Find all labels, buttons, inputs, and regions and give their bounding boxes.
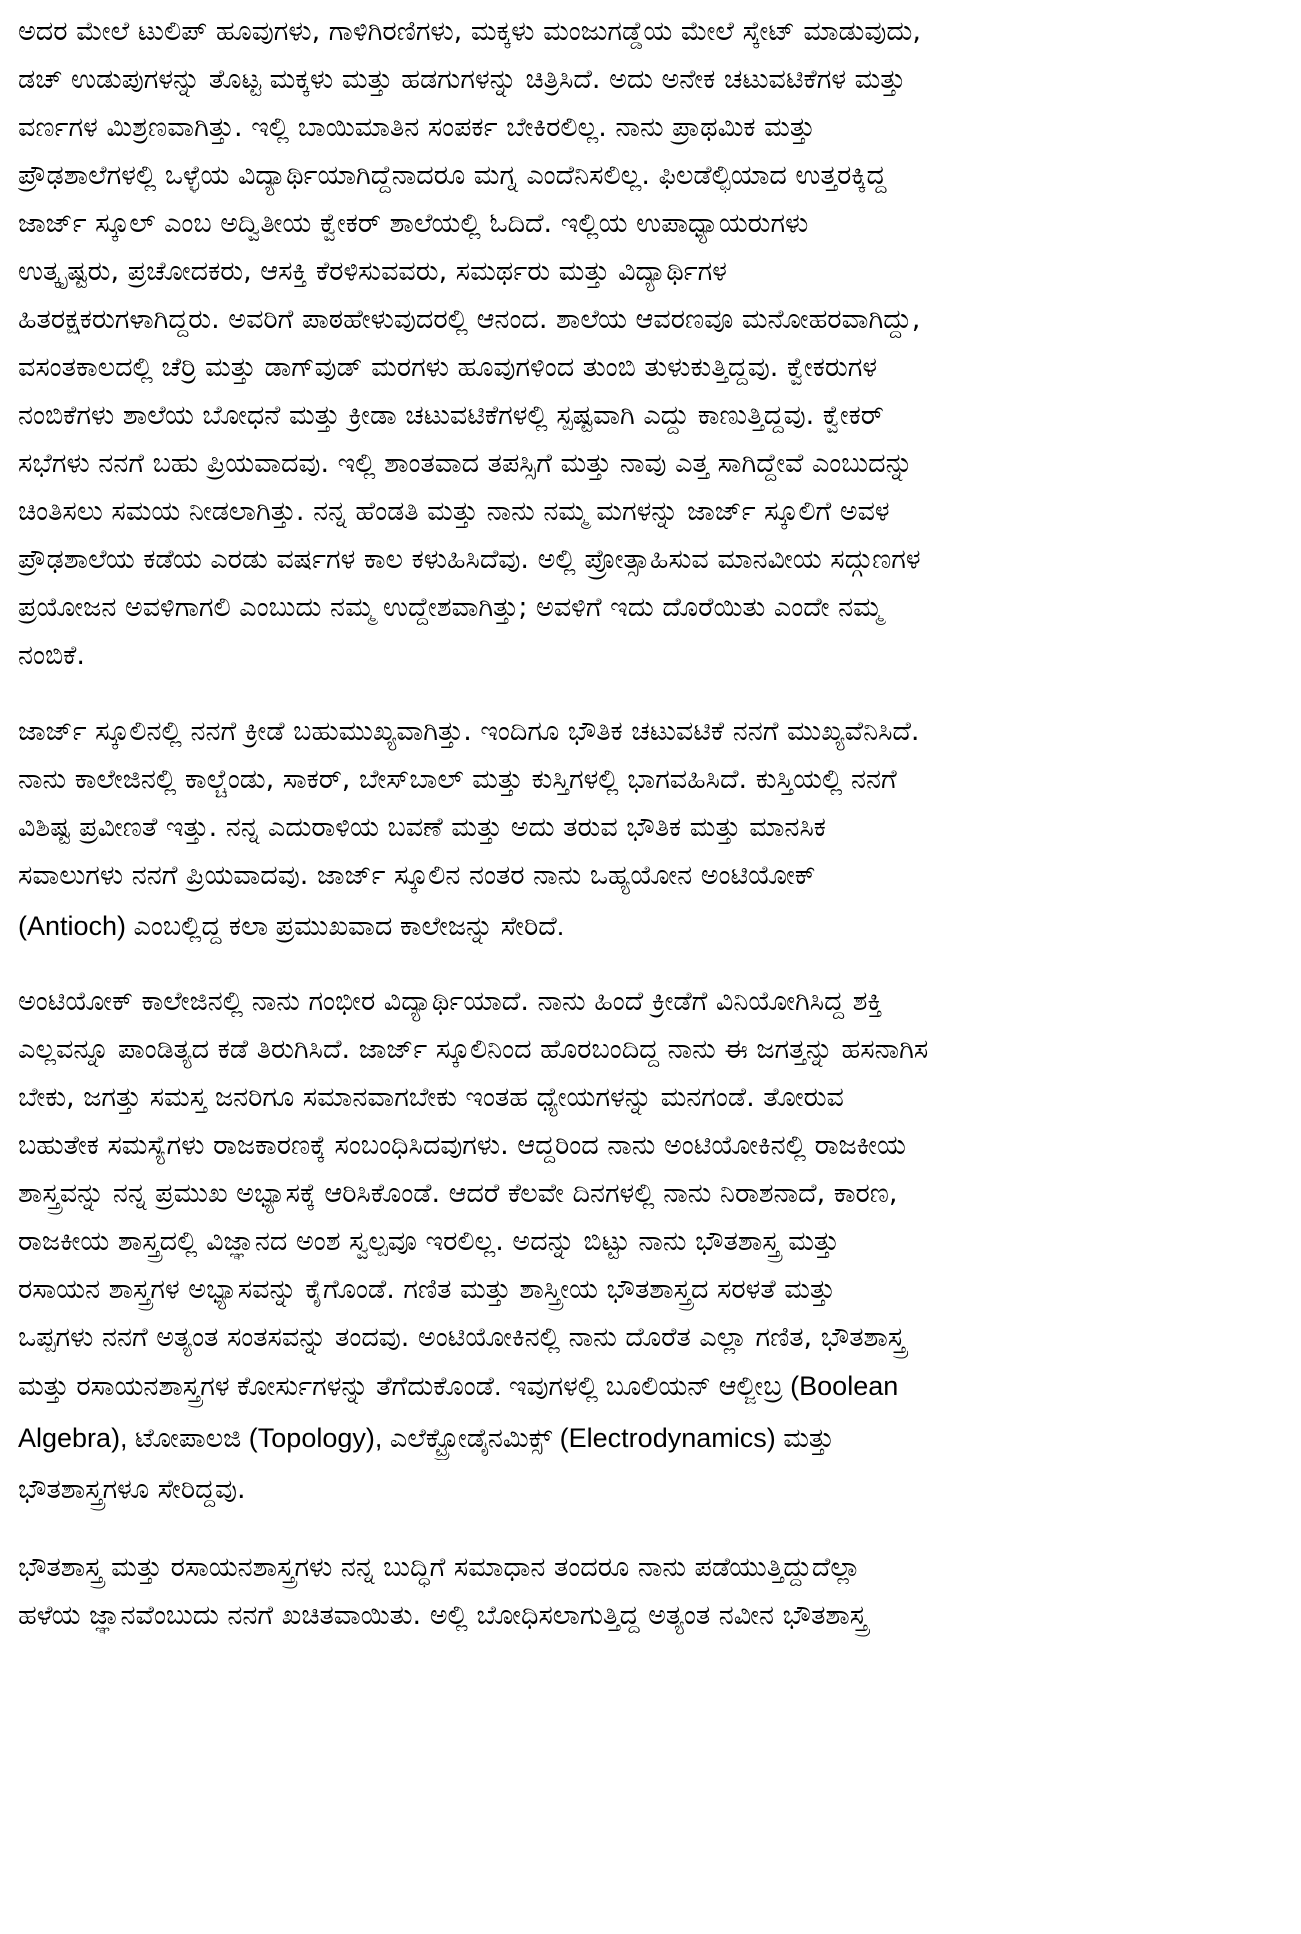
text-line: ರಸಾಯನ ಶಾಸ್ತ್ರಗಳ ಅಭ್ಯಾಸವನ್ನು ಕೈಗೊಂಡೆ. ಗಣಿತ ಮತ್ತು ಶಾಸ್ತ್ರೀಯ ಭೌತಶಾಸ್ತ್ರದ ಸರಳತೆ ಮತ್ತು (18, 1274, 836, 1305)
text-line: ಜಾರ್ಜ್ ಸ್ಕೂಲಿನಲ್ಲಿ ನನಗೆ ಕ್ರೀಡೆ ಬಹುಮುಖ್ಯವಾಗಿತ್ತು. ಇಂದಿಗೂ ಭೌತಿಕ ಚಟುವಟಿಕೆ ನನಗೆ ಮುಖ್ಯವೆನಿಸಿದೆ. (18, 716, 920, 747)
text-line: ಅದರ ಮೇಲೆ ಟುಲಿಪ್ ಹೂವುಗಳು, ಗಾಳಿಗಿರಣಿಗಳು, ಮಕ್ಕಳು ಮಂಜುಗಡ್ಡೆಯ ಮೇಲೆ ಸ್ಕೇಟ್ ಮಾಡುವುದು, (18, 16, 921, 47)
text-line: ಬಹುತೇಕ ಸಮಸ್ಯೆಗಳು ರಾಜಕಾರಣಕ್ಕೆ ಸಂಬಂಧಿಸಿದವುಗಳು. ಆದ್ದರಿಂದ ನಾನು ಅಂಟಿಯೋಕಿನಲ್ಲಿ ರಾಜಕೀಯ (18, 1130, 906, 1161)
text-line: ಪ್ರಯೋಜನ ಅವಳಿಗಾಗಲಿ ಎಂಬುದು ನಮ್ಮ ಉದ್ದೇಶವಾಗಿತ್ತು; ಅವಳಿಗೆ ಇದು ದೊರೆಯಿತು ಎಂದೇ ನಮ್ಮ (18, 592, 883, 623)
text-line: ಭೌತಶಾಸ್ತ್ರ ಮತ್ತು ರಸಾಯನಶಾಸ್ತ್ರಗಳು ನನ್ನ ಬುದ್ಧಿಗೆ ಸಮಾಧಾನ ತಂದರೂ ನಾನು ಪಡೆಯುತ್ತಿದ್ದುದೆಲ್ಲಾ (18, 1552, 861, 1583)
text-line: ನಂಬಿಕೆ. (18, 640, 85, 671)
text-line: ಒಪ್ಪಗಳು ನನಗೆ ಅತ್ಯಂತ ಸಂತಸವನ್ನು ತಂದವು. ಅಂಟಿಯೋಕಿನಲ್ಲಿ ನಾನು ದೊರೆತ ಎಲ್ಲಾ ಗಣಿತ, ಭೌತಶಾಸ್ತ್ರ (18, 1322, 906, 1353)
text-line: ವರ್ಣಗಳ ಮಿಶ್ರಣವಾಗಿತ್ತು. ಇಲ್ಲಿ ಬಾಯಿಮಾತಿನ ಸಂಪರ್ಕ ಬೇಕಿರಲಿಲ್ಲ. ನಾನು ಪ್ರಾಥಮಿಕ ಮತ್ತು (18, 112, 816, 143)
text-line: ಪ್ರೌಢಶಾಲೆಗಳಲ್ಲಿ ಒಳ್ಳೆಯ ವಿದ್ಯಾರ್ಥಿಯಾಗಿದ್ದೆನಾದರೂ ಮಗ್ನ ಎಂದೆನಿಸಲಿಲ್ಲ. ಫಿಲಡೆಲ್ಫಿಯಾದ ಉತ್ತರಕ್ಕಿದ್ದ (18, 160, 887, 191)
text-line: ಬೇಕು, ಜಗತ್ತು ಸಮಸ್ತ ಜನರಿಗೂ ಸಮಾನವಾಗಬೇಕು ಇಂತಹ ಧ್ಯೇಯಗಳನ್ನು ಮನಗಂಡೆ. ತೋರುವ (18, 1082, 844, 1113)
text-line: ಸವಾಲುಗಳು ನನಗೆ ಪ್ರಿಯವಾದವು. ಜಾರ್ಜ್ ಸ್ಕೂಲಿನ ನಂತರ ನಾನು ಒಹ್ಯಯೋನ ಅಂಟಿಯೋಕ್ (18, 860, 816, 891)
text-line: ಪ್ರೌಢಶಾಲೆಯ ಕಡೆಯ ಎರಡು ವರ್ಷಗಳ ಕಾಲ ಕಳುಹಿಸಿದೆವು. ಅಲ್ಲಿ ಪ್ರೋತ್ಸಾಹಿಸುವ ಮಾನವೀಯ ಸದ್ಗುಣಗಳ (18, 544, 921, 575)
text-line: ವಿಶಿಷ್ಟ ಪ್ರವೀಣತೆ ಇತ್ತು. ನನ್ನ ಎದುರಾಳಿಯ ಬವಣೆ ಮತ್ತು ಅದು ತರುವ ಭೌತಿಕ ಮತ್ತು ಮಾನಸಿಕ (18, 812, 826, 843)
text-line: ಹಿತರಕ್ಷಕರುಗಳಾಗಿದ್ದರು. ಅವರಿಗೆ ಪಾಠಹೇಳುವುದರಲ್ಲಿ ಆನಂದ. ಶಾಲೆಯ ಆವರಣವೂ ಮನೋಹರವಾಗಿದ್ದು, (18, 304, 921, 335)
text-line: ನಂಬಿಕೆಗಳು ಶಾಲೆಯ ಬೋಧನೆ ಮತ್ತು ಕ್ರೀಡಾ ಚಟುವಟಿಕೆಗಳಲ್ಲಿ ಸ್ಪಷ್ಟವಾಗಿ ಎದ್ದು ಕಾಣುತ್ತಿದ್ದವು. ಕ್ವೇಕರ್ (18, 400, 884, 431)
text-line: ಹಳೆಯ ಜ್ಞಾನವೆಂಬುದು ನನಗೆ ಖಚಿತವಾಯಿತು. ಅಲ್ಲಿ ಬೋಧಿಸಲಾಗುತ್ತಿದ್ದ ಅತ್ಯಂತ ನವೀನ ಭೌತಶಾಸ್ತ್ರ (18, 1600, 868, 1631)
text-line: ವಸಂತಕಾಲದಲ್ಲಿ ಚೆರ್ರಿ ಮತ್ತು ಡಾಗ್‌ವುಡ್ ಮರಗಳು ಹೂವುಗಳಿಂದ ತುಂಬಿ ತುಳುಕುತ್ತಿದ್ದವು. ಕ್ವೇಕರುಗಳ (18, 352, 878, 383)
text-line: (Antioch) ಎಂಬಲ್ಲಿದ್ದ ಕಲಾ ಪ್ರಮುಖವಾದ ಕಾಲೇಜನ್ನು ಸೇರಿದೆ. (18, 911, 565, 941)
text-line: ಜಾರ್ಜ್ ಸ್ಕೂಲ್ ಎಂಬ ಅದ್ವಿತೀಯ ಕ್ವೇಕರ್ ಶಾಲೆಯಲ್ಲಿ ಓದಿದೆ. ಇಲ್ಲಿಯ ಉಪಾಧ್ಯಾಯರುಗಳು (18, 208, 809, 239)
text-line: ಡಚ್ ಉಡುಪುಗಳನ್ನು ತೊಟ್ಟ ಮಕ್ಕಳು ಮತ್ತು ಹಡಗುಗಳನ್ನು ಚಿತ್ರಿಸಿದೆ. ಅದು ಅನೇಕ ಚಟುವಟಿಕೆಗಳ ಮತ್ತು (18, 64, 906, 95)
text-line: ಉತ್ಕೃಷ್ಟರು, ಪ್ರಚೋದಕರು, ಆಸಕ್ತಿ ಕೆರಳಿಸುವವರು, ಸಮರ್ಥರು ಮತ್ತು ವಿದ್ಯಾರ್ಥಿಗಳ (18, 256, 727, 287)
text-line: ಭೌತಶಾಸ್ತ್ರಗಳೂ ಸೇರಿದ್ದವು. (18, 1474, 246, 1505)
text-line: ನಾನು ಕಾಲೇಜಿನಲ್ಲಿ ಕಾಲ್ಚೆಂಡು, ಸಾಕರ್, ಬೇಸ್‌ಬಾಲ್ ಮತ್ತು ಕುಸ್ತಿಗಳಲ್ಲಿ ಭಾಗವಹಿಸಿದೆ. ಕುಸ್ತಿಯಲ್ಲಿ ನನಗೆ (18, 764, 897, 795)
text-line: ಎಲ್ಲವನ್ನೂ ಪಾಂಡಿತ್ಯದ ಕಡೆ ತಿರುಗಿಸಿದೆ. ಜಾರ್ಜ್ ಸ್ಕೂಲಿನಿಂದ ಹೊರಬಂದಿದ್ದ ನಾನು ಈ ಜಗತ್ತನ್ನು ಹಸನಾಗಿಸ (18, 1034, 929, 1065)
text-line: ಮತ್ತು ರಸಾಯನಶಾಸ್ತ್ರಗಳ ಕೋರ್ಸುಗಳನ್ನು ತೆಗೆದುಕೊಂಡೆ. ಇವುಗಳಲ್ಲಿ ಬೂಲಿಯನ್ ಆಲ್ಜೀಬ್ರ (Boolean (18, 1371, 899, 1401)
text-line: Algebra), ಟೋಪಾಲಜಿ (Topology), ಎಲೆಕ್ಟ್ರೋಡೈನಮಿಕ್ಸ್ (Electrodynamics) ಮತ್ತು (18, 1423, 835, 1453)
text-line: ಶಾಸ್ತ್ರವನ್ನು ನನ್ನ ಪ್ರಮುಖ ಅಭ್ಯಾಸಕ್ಕೆ ಆರಿಸಿಕೊಂಡೆ. ಆದರೆ ಕೆಲವೇ ದಿನಗಳಲ್ಲಿ ನಾನು ನಿರಾಶನಾದೆ, ಕಾರಣ, (18, 1178, 898, 1209)
text-line: ಅಂಟಿಯೋಕ್ ಕಾಲೇಜಿನಲ್ಲಿ ನಾನು ಗಂಭೀರ ವಿದ್ಯಾರ್ಥಿಯಾದೆ. ನಾನು ಹಿಂದೆ ಕ್ರೀಡೆಗೆ ವಿನಿಯೋಗಿಸಿದ್ದ ಶಕ್ತಿ (18, 986, 883, 1017)
text-line: ಚಿಂತಿಸಲು ಸಮಯ ನೀಡಲಾಗಿತ್ತು. ನನ್ನ ಹೆಂಡತಿ ಮತ್ತು ನಾನು ನಮ್ಮ ಮಗಳನ್ನು ಜಾರ್ಜ್ ಸ್ಕೂಲಿಗೆ ಅವಳ (18, 496, 890, 527)
text-line: ರಾಜಕೀಯ ಶಾಸ್ತ್ರದಲ್ಲಿ ವಿಜ್ಞಾನದ ಅಂಶ ಸ್ವಲ್ಪವೂ ಇರಲಿಲ್ಲ. ಅದನ್ನು ಬಿಟ್ಟು ನಾನು ಭೌತಶಾಸ್ತ್ರ ಮತ್ತು (18, 1226, 840, 1257)
text-line: ಸಭೆಗಳು ನನಗೆ ಬಹು ಪ್ರಿಯವಾದವು. ಇಲ್ಲಿ ಶಾಂತವಾದ ತಪಸ್ಸಿಗೆ ಮತ್ತು ನಾವು ಎತ್ತ ಸಾಗಿದ್ದೇವೆ ಎಂಬುದನ್ನು (18, 448, 913, 479)
